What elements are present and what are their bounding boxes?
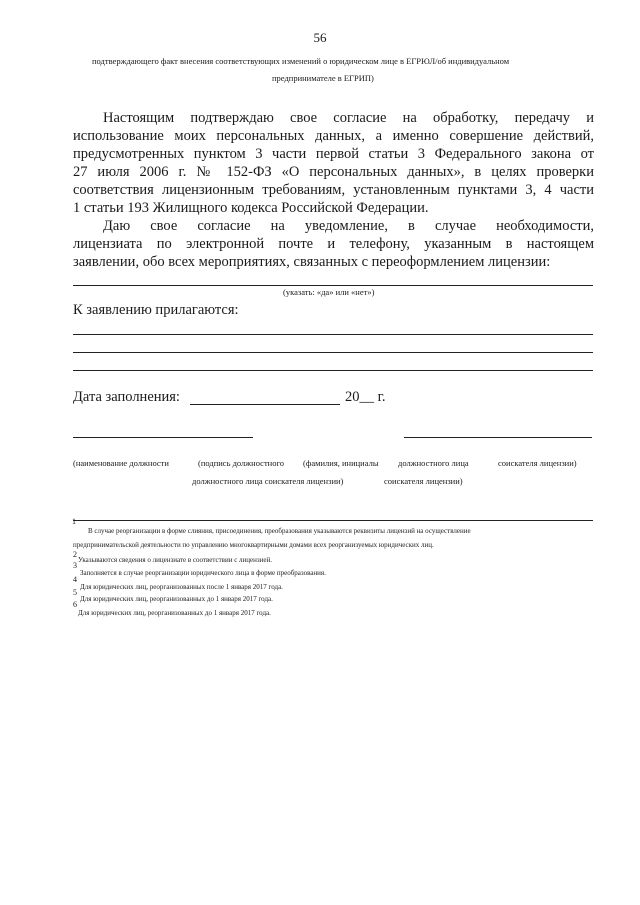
footnote-mark: 3	[73, 561, 77, 570]
footnote-mark: 2	[73, 550, 77, 559]
consent-line-3: предусмотренных пунктом 3 части первой статьи 3 Федерального закона от	[73, 146, 594, 162]
footnote-5: Для юридических лиц, реорганизованных до 1 января 2017 года.	[80, 595, 273, 603]
footnote-1-line-2: предпринимательской деятельности по управлению многоквартирными домами всех реорганизуемых юридических лиц.	[73, 541, 434, 549]
footnote-2: Указываются сведения о лицензиате в соответствии с лицензией.	[78, 556, 273, 564]
consent-line-5: соответствия лицензионным требованиям, установленным пунктами 3, 4 части	[73, 182, 594, 198]
header-line-2: предпринимателе в ЕГРИП)	[272, 73, 374, 83]
footnote-mark: 4	[73, 575, 77, 584]
notify-line-3: заявлении, обо всех мероприятиях, связанных с переоформлением лицензии:	[73, 254, 551, 270]
footnote-6: Для юридических лиц, реорганизованных до 1 января 2017 года.	[78, 609, 271, 617]
notify-line-2: лицензиата по электронной почте и телефону, указанным в настоящем	[73, 236, 594, 252]
caption-position: (наименование должности	[73, 458, 169, 468]
attachment-line[interactable]	[73, 334, 593, 335]
page-number: 56	[313, 30, 327, 45]
footnote-mark: 1	[72, 517, 76, 526]
date-label: Дата заполнения:	[73, 389, 180, 405]
footnote-4: Для юридических лиц, реорганизованных после 1 января 2017 года.	[80, 583, 283, 591]
caption-signature: (подпись должностного	[198, 458, 284, 468]
consent-line-6: 1 статьи 193 Жилищного кодекса Российской Федерации.	[73, 200, 429, 216]
footnote-mark: 5	[73, 588, 77, 597]
notify-answer-line[interactable]	[73, 285, 593, 286]
footnote-3: Заполняется в случае реорганизации юридического лица в форме преобразования.	[80, 569, 326, 577]
footnote-mark: 6	[73, 600, 77, 609]
date-day-month-field[interactable]	[190, 404, 340, 405]
consent-line-4: 27 июля 2006 г. № 152-ФЗ «О персональных данных», в целях проверки	[73, 164, 594, 180]
attachments-title: К заявлению прилагаются:	[73, 302, 239, 318]
header-line-1: подтверждающего факт внесения соответствующих изменений о юридическом лице в ЕГРЮЛ/об индивидуальном	[92, 56, 510, 66]
caption-row2-left: должностного лица соискателя лицензии)	[192, 476, 344, 486]
date-year: 20__ г.	[345, 389, 386, 405]
caption-official: должностного лица	[398, 458, 469, 468]
consent-line-2: использование моих персональных данных, а именно совершение действий,	[73, 128, 594, 144]
notify-hint: (указать: «да» или «нет»)	[283, 287, 375, 297]
attachment-line[interactable]	[73, 370, 593, 371]
caption-name: (фамилия, инициалы	[303, 458, 379, 468]
caption-row2-right: соискателя лицензии)	[384, 476, 463, 486]
consent-line-1: Настоящим подтверждаю свое согласие на обработку, передачу и	[103, 110, 594, 126]
position-field[interactable]	[73, 437, 253, 438]
notify-line-1: Даю свое согласие на уведомление, в случае необходимости,	[103, 218, 594, 234]
footnote-1-line-1: В случае реорганизации в форме слияния, присоединения, преобразования указываются реквизиты лицензий на осуществление	[88, 527, 471, 535]
caption-applicant: соискателя лицензии)	[498, 458, 577, 468]
attachment-line[interactable]	[73, 352, 593, 353]
footnote-separator	[73, 520, 593, 521]
name-field[interactable]	[404, 437, 592, 438]
